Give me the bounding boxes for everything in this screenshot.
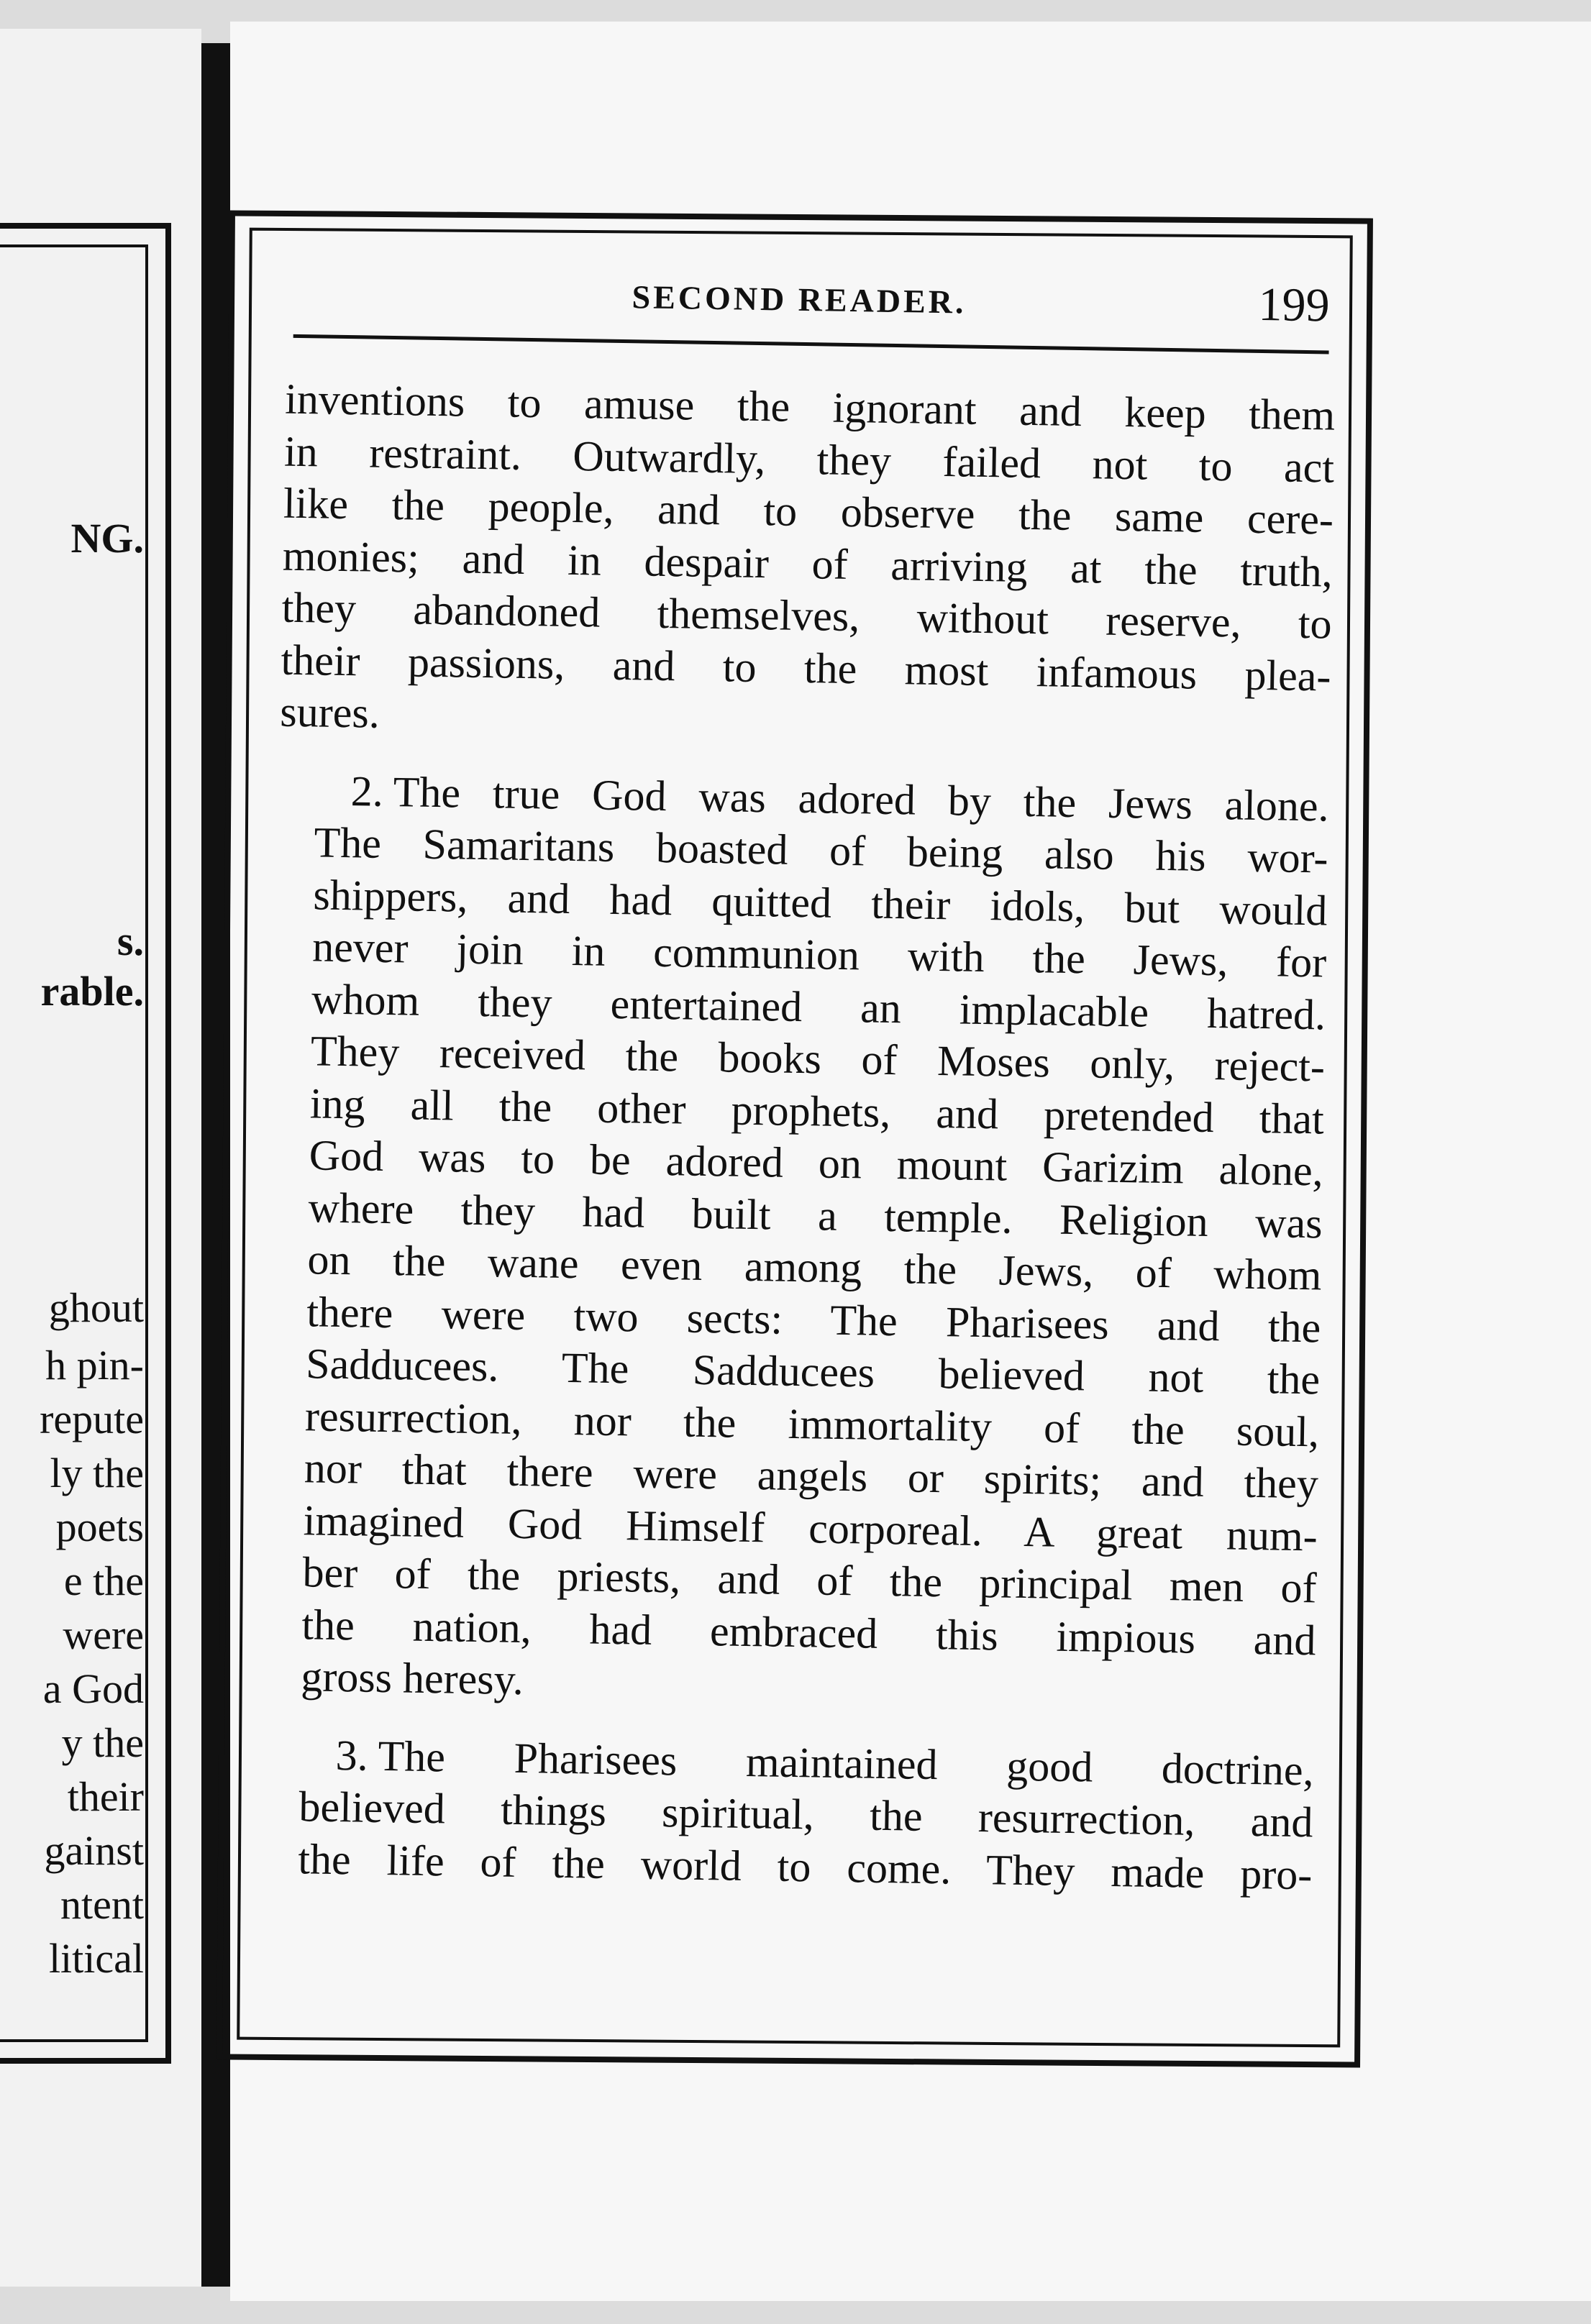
text-line: resurrection, nor the immortality of the soul, bbox=[304, 1391, 1320, 1455]
body-text bbox=[262, 373, 1336, 1901]
paragraph-2 bbox=[265, 764, 1329, 1719]
text-line: nor that there were angels or spirits; and they bbox=[304, 1444, 1319, 1508]
text-line: their passions, and to the most infamous plea- bbox=[281, 636, 1331, 700]
previous-page-fragment: repute bbox=[40, 1396, 144, 1442]
text-line: the nation, had embraced this impious and bbox=[301, 1600, 1316, 1664]
text-line-content: The true God was adored by the Jews alone. bbox=[393, 767, 1330, 831]
previous-page-fragment: e the bbox=[63, 1557, 144, 1604]
previous-page-fragment: ly the bbox=[50, 1450, 144, 1496]
text-line: the life of the world to come. They made pro- bbox=[297, 1834, 1313, 1898]
running-title: SECOND READER. bbox=[632, 278, 967, 321]
text-line: like the people, and to observe the same cere- bbox=[283, 479, 1334, 544]
paragraph-number: 3. bbox=[335, 1731, 369, 1780]
previous-page-fragment: s. bbox=[117, 918, 144, 964]
previous-page-fragment: gainst bbox=[44, 1827, 144, 1874]
previous-page-fragment: litical bbox=[48, 1935, 144, 1982]
text-line: there were two sects: The Pharisees and the bbox=[306, 1287, 1321, 1351]
text-line: The Samaritans boasted of being also his wor- bbox=[314, 818, 1328, 882]
text-line: sures. bbox=[279, 687, 380, 737]
previous-page-fragment: h pin- bbox=[45, 1342, 144, 1389]
text-line: believed things spiritual, the resurrection, and bbox=[298, 1783, 1313, 1847]
text-line: ing all the other prophets, and pretended that bbox=[309, 1079, 1325, 1143]
text-line: where they had built a temple. Religion was bbox=[308, 1183, 1323, 1247]
paragraph-1 bbox=[280, 373, 1336, 754]
previous-page-fragment: ghout bbox=[48, 1284, 144, 1331]
previous-page-fragment: a God bbox=[42, 1665, 144, 1712]
text-line: imagined God Himself corporeal. A great num- bbox=[303, 1496, 1318, 1560]
previous-page-fragment: their bbox=[67, 1773, 144, 1820]
previous-page-fragment: were bbox=[63, 1611, 144, 1658]
previous-page-fragment: y the bbox=[61, 1719, 144, 1766]
previous-page bbox=[0, 29, 201, 2287]
previous-page-fragment: poets bbox=[55, 1504, 144, 1550]
previous-page-fragment: NG. bbox=[70, 515, 144, 562]
paragraph-number: 2. bbox=[350, 767, 384, 815]
text-column bbox=[260, 265, 1337, 2036]
text-line: on the wane even among the Jews, of whom bbox=[307, 1235, 1322, 1299]
running-head bbox=[286, 273, 1337, 347]
text-line: monies; and in despair of arriving at the truth, bbox=[282, 531, 1334, 596]
previous-page-fragment: rable. bbox=[40, 968, 144, 1015]
page-number: 199 bbox=[1257, 278, 1331, 332]
text-line: whom they entertained an implacable hatred. bbox=[311, 974, 1326, 1038]
text-line: gross heresy. bbox=[300, 1652, 524, 1704]
text-line: Sadducees. The Sadducees believed not the bbox=[305, 1340, 1321, 1404]
text-line: inventions to amuse the ignorant and keep them bbox=[284, 375, 1336, 439]
text-line: they abandoned themselves, without reserve, to bbox=[281, 583, 1333, 648]
text-line: God was to be adored on mount Garizim alone, bbox=[309, 1131, 1324, 1195]
previous-page-fragment: ntent bbox=[60, 1881, 144, 1928]
text-line: They received the books of Moses only, reject- bbox=[310, 1027, 1326, 1091]
paragraph-3 bbox=[262, 1728, 1314, 1900]
text-line-content: The Pharisees maintained good doctrine, bbox=[378, 1731, 1315, 1794]
text-line: in restraint. Outwardly, they failed not to act bbox=[283, 427, 1335, 492]
text-line: never join in communion with the Jews, for bbox=[311, 923, 1327, 987]
text-line: shippers, and had quitted their idols, but would bbox=[312, 870, 1328, 935]
text-line: ber of the priests, and of the principal men of bbox=[302, 1548, 1318, 1612]
previous-page-frame-inner bbox=[0, 244, 148, 2042]
